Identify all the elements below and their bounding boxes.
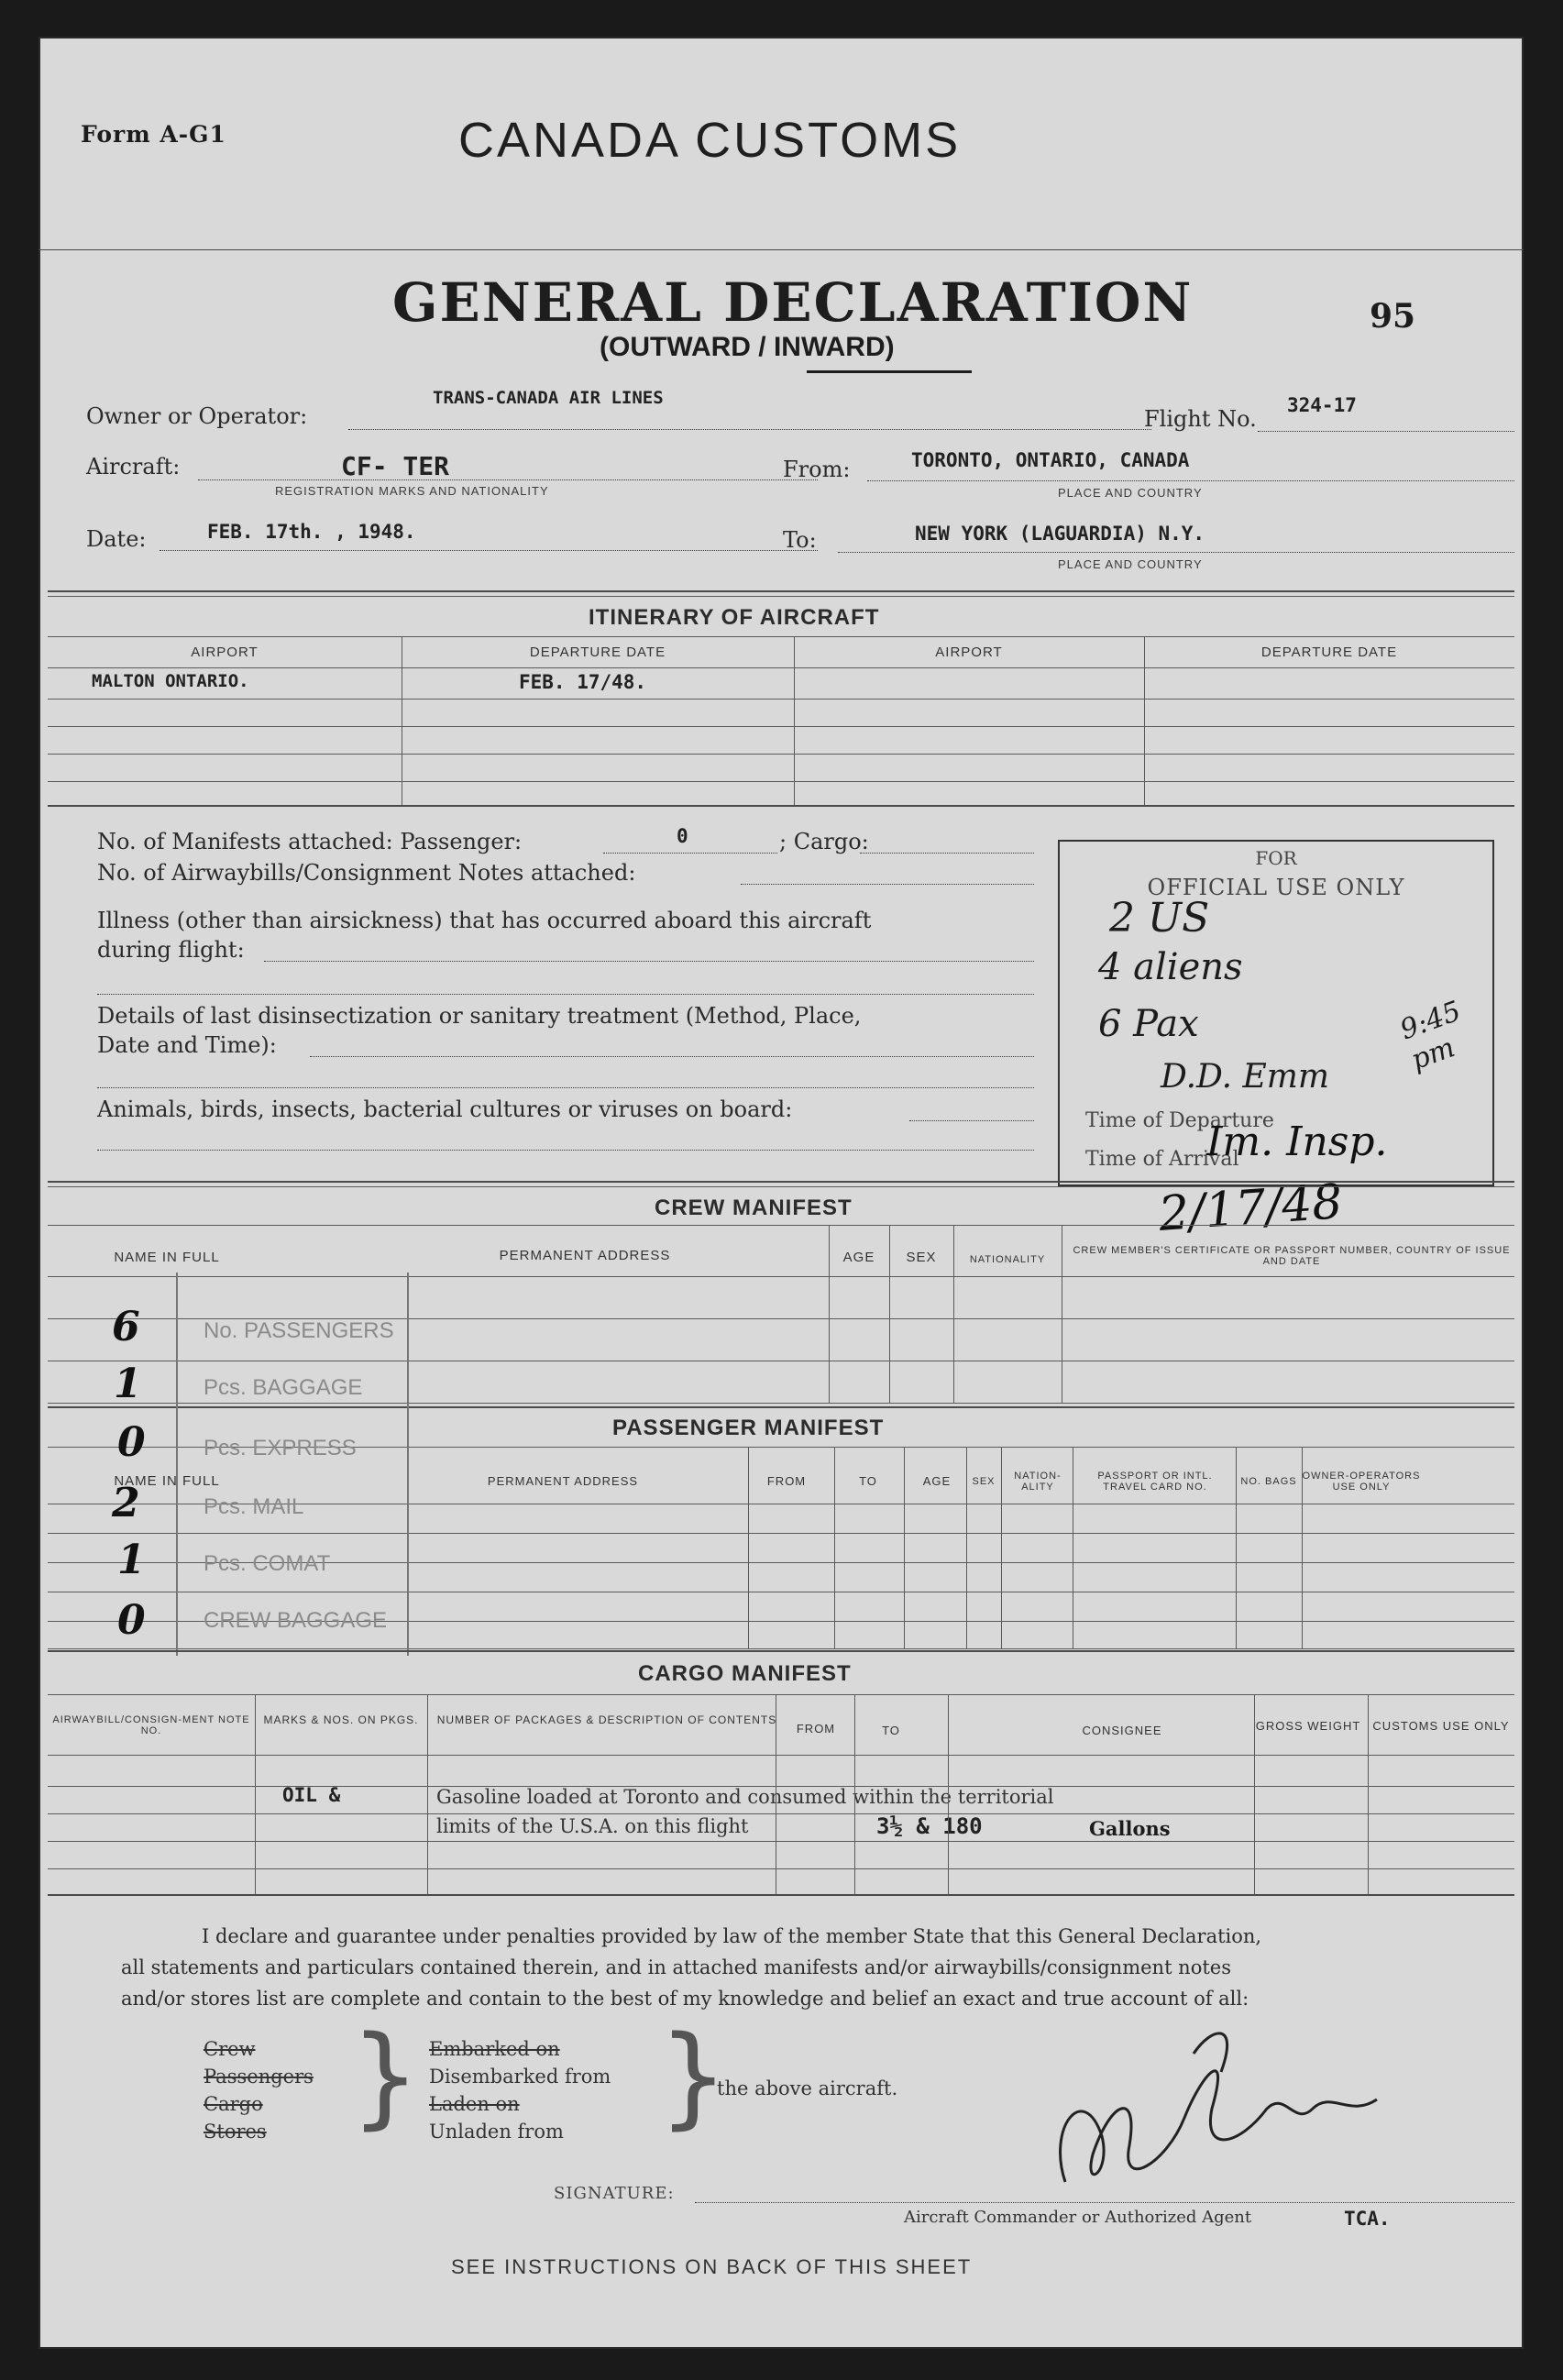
cargo-head-top-2 (48, 1694, 1514, 1695)
animals-rule (909, 1120, 1034, 1121)
pax-col-address: PERMANENT ADDRESS (487, 1474, 639, 1488)
itinerary-top-rule (48, 590, 1514, 592)
signature-label: SIGNATURE: (554, 2184, 675, 2203)
illness-rule (264, 961, 1034, 962)
pax-v5 (1001, 1447, 1002, 1648)
crew-v1 (829, 1225, 830, 1403)
flight-no-label: Flight No. (1144, 406, 1257, 432)
itin-row-rule-5 (48, 781, 1514, 782)
flight-no-rule (1258, 431, 1514, 432)
counts-stamp (176, 1273, 409, 1656)
direction-subtitle: (OUTWARD / INWARD) (600, 332, 895, 362)
aircraft-value: CF- TER (341, 451, 450, 481)
stamp-count-comat: 1 (117, 1537, 146, 1583)
to-label: To: (783, 527, 817, 553)
cargo-col-to: TO (882, 1724, 900, 1737)
official-use-box (1058, 840, 1494, 1186)
airwaybills-label: No. of Airwaybills/Consignment Notes attached: (97, 860, 636, 886)
agency-title: CANADA CUSTOMS (458, 113, 962, 168)
pax-col-passport: PASSPORT OR INTL. TRAVEL CARD NO. (1097, 1471, 1213, 1493)
option-disembarked: Disembarked from (429, 2066, 611, 2088)
crew-col-age: AGE (842, 1250, 875, 1265)
itinerary-head-rule (48, 636, 1514, 637)
pax-v8 (1302, 1447, 1303, 1648)
itin-vline-2 (794, 636, 795, 805)
itin-row-rule-3 (48, 726, 1514, 727)
official-note-pax: 6 Pax (1098, 1003, 1199, 1045)
cargo-col-airwaybill: AIRWAYBILL/CONSIGN-MENT NOTE NO. (52, 1714, 250, 1736)
itin-row-rule-4 (48, 754, 1514, 755)
option-unladen: Unladen from (429, 2121, 564, 2143)
animals-label: Animals, birds, insects, bacterial cultures or viruses on board: (97, 1096, 793, 1122)
option-stores: Stores (204, 2121, 267, 2143)
option-passengers: Passengers (204, 2066, 314, 2088)
stamp-count-mail: 2 (112, 1480, 140, 1526)
pax-col-owner: OWNER-OPERATORS USE ONLY (1302, 1471, 1421, 1493)
pax-col-age: AGE (922, 1474, 952, 1488)
left-options (204, 2035, 314, 2145)
pax-col-to: TO (859, 1474, 877, 1488)
crew-v3 (953, 1225, 954, 1403)
crew-col-certificate: CREW MEMBER'S CERTIFICATE OR PASSPORT NUMBER, COUNTRY OF ISSUE AND DATE (1073, 1245, 1511, 1267)
aircraft-rule (198, 479, 818, 480)
passenger-manifest-title: PASSENGER MANIFEST (612, 1416, 885, 1440)
cargo-v5 (948, 1694, 949, 1894)
itin-vline-3 (1144, 636, 1145, 805)
crew-top-rule (48, 1181, 1514, 1183)
itin-bottom-rule (48, 805, 1514, 807)
itin-col-date-1: DEPARTURE DATE (529, 645, 666, 660)
itinerary-top-rule-2 (48, 596, 1514, 597)
option-cargo: Cargo (204, 2093, 263, 2115)
crew-v2 (889, 1225, 890, 1403)
pax-col-sex: SEX (972, 1476, 996, 1487)
owner-value: TRANS-CANADA AIR LINES (433, 388, 664, 408)
cargo-col-marks: MARKS & NOS. ON PKGS. (263, 1713, 419, 1726)
disinsect-line-2: Date and Time): (97, 1032, 277, 1058)
crew-top-rule-2 (48, 1186, 1514, 1187)
pax-v4 (966, 1447, 967, 1648)
itin-col-airport-2: AIRPORT (935, 645, 1003, 660)
declaration-form (39, 37, 1524, 2349)
illness-rule-2 (97, 994, 1034, 995)
form-number: Form A-G1 (81, 121, 226, 148)
footer-instructions: SEE INSTRUCTIONS ON BACK OF THIS SHEET (451, 2255, 973, 2278)
illness-line-2: during flight: (97, 937, 245, 963)
stamp-label-comat: Pcs. COMAT (204, 1551, 331, 1576)
cargo-row-2 (48, 1813, 1514, 1814)
option-embarked: Embarked on (429, 2038, 560, 2060)
to-caption: PLACE AND COUNTRY (1058, 557, 1203, 571)
cargo-label: ; Cargo: (779, 829, 869, 854)
commander-signature (1029, 2017, 1414, 2219)
cargo-head-bottom (48, 1755, 1514, 1756)
cargo-v4 (854, 1694, 855, 1894)
passenger-manifests-value: 0 (677, 825, 688, 847)
middle-brace: } (658, 2013, 729, 2141)
cargo-col-consignee: CONSIGNEE (1082, 1724, 1162, 1737)
cargo-v7 (1368, 1694, 1369, 1894)
declaration-line-2: all statements and particulars contained therein, and in attached manifests and/or airwaybills/consignment notes (121, 1956, 1231, 1978)
crew-manifest-title: CREW MANIFEST (655, 1196, 853, 1220)
flight-no-value: 324-17 (1287, 394, 1357, 416)
crew-col-address: PERMANENT ADDRESS (499, 1248, 671, 1263)
manifests-label: No. of Manifests attached: Passenger: (97, 829, 523, 854)
date-label: Date: (86, 526, 147, 552)
owner-label: Owner or Operator: (86, 403, 308, 429)
middle-options (429, 2035, 611, 2145)
official-time-note: 9:45 pm (1395, 995, 1466, 1077)
date-rule (160, 550, 818, 551)
cargo-unit: Gallons (1089, 1817, 1171, 1840)
cargo-row-4 (48, 1868, 1514, 1869)
official-signature: D.D. Emm (1161, 1058, 1330, 1096)
official-note-us: 2 US (1109, 895, 1210, 942)
owner-rule (348, 429, 1151, 430)
cargo-bottom-rule (48, 1894, 1514, 1896)
airwaybills-rule (741, 884, 1034, 885)
itinerary-title: ITINERARY OF AIRCRAFT (589, 605, 880, 630)
airline-abbr: TCA. (1344, 2208, 1391, 2230)
pax-col-nationality: NATION-ALITY (1014, 1471, 1062, 1493)
header-rule (39, 249, 1524, 250)
stamp-label-express: Pcs. EXPRESS (204, 1436, 357, 1460)
cargo-v6 (1254, 1694, 1255, 1894)
aircraft-label: Aircraft: (86, 454, 181, 479)
stamp-label-passengers: No. PASSENGERS (204, 1318, 394, 1343)
cargo-col-description: NUMBER OF PACKAGES & DESCRIPTION OF CONTENTS (436, 1713, 777, 1726)
crew-col-nationality: NATIONALITY (969, 1254, 1046, 1265)
date-value: FEB. 17th. , 1948. (207, 521, 416, 543)
official-note-aliens: 4 aliens (1098, 946, 1243, 988)
declaration-line-3: and/or stores list are complete and contain to the best of my knowledge and belief an exact and true account of all: (121, 1988, 1249, 2010)
to-value: NEW YORK (LAGUARDIA) N.Y. (915, 523, 1205, 545)
page-number: 95 (1370, 297, 1416, 336)
cargo-quantity: 3½ & 180 (876, 1813, 983, 1839)
stamp-count-baggage: 1 (114, 1361, 142, 1407)
cargo-rule (860, 853, 1034, 854)
inward-underline (807, 370, 972, 373)
passenger-rule (603, 853, 777, 854)
itin-date-value: FEB. 17/48. (519, 671, 647, 693)
official-date-note: 2/17/48 (1157, 1174, 1345, 1242)
inspector-signature: Im. Insp. (1206, 1118, 1388, 1165)
crew-col-sex: SEX (906, 1250, 937, 1265)
itin-col-date-2: DEPARTURE DATE (1260, 645, 1398, 660)
disinsect-line-1: Details of last disinsectization or sanitary treatment (Method, Place, (97, 1003, 862, 1029)
signer-caption: Aircraft Commander or Authorized Agent (904, 2208, 1252, 2227)
animals-rule-2 (97, 1150, 1034, 1151)
pax-col-name: NAME IN FULL (114, 1473, 220, 1489)
stamp-count-crew-baggage: 0 (117, 1597, 146, 1644)
official-box-title-2: OFFICIAL USE ONLY (1147, 875, 1405, 900)
official-box-title-1: FOR (1255, 847, 1297, 869)
option-crew: Crew (204, 2038, 256, 2060)
stamp-label-baggage: Pcs. BAGGAGE (204, 1375, 363, 1400)
cargo-v2 (427, 1694, 428, 1894)
cargo-row-3 (48, 1841, 1514, 1842)
pax-v3 (904, 1447, 905, 1648)
pax-col-from: FROM (766, 1474, 807, 1488)
disinsect-rule (310, 1056, 1034, 1057)
time-arrival-label: Time of Arrival (1085, 1148, 1239, 1171)
stamp-label-mail: Pcs. MAIL (204, 1494, 304, 1519)
cargo-row-1 (48, 1786, 1514, 1787)
page-title: GENERAL DECLARATION (392, 271, 1194, 334)
itin-row-rule-2 (48, 699, 1514, 700)
pax-v7 (1236, 1447, 1237, 1648)
declaration-suffix: the above aircraft. (717, 2077, 898, 2099)
itin-col-airport-1: AIRPORT (191, 645, 259, 660)
crew-head-top (48, 1225, 1514, 1226)
stamp-label-crew-baggage: CREW BAGGAGE (204, 1608, 388, 1633)
cargo-desc-line-1: Gasoline loaded at Toronto and consumed within the territorial (436, 1786, 1054, 1808)
cargo-col-from: FROM (796, 1722, 836, 1735)
cargo-col-customs: CUSTOMS USE ONLY (1372, 1719, 1510, 1733)
stamp-count-passengers: 6 (112, 1304, 140, 1350)
pax-v1 (748, 1447, 749, 1648)
cargo-top-rule (48, 1650, 1514, 1652)
time-departure-label: Time of Departure (1085, 1109, 1274, 1132)
pax-col-bags: NO. BAGS (1240, 1476, 1297, 1487)
from-value: TORONTO, ONTARIO, CANADA (911, 449, 1190, 471)
declaration-line-1: I declare and guarantee under penalties provided by law of the member State that this General Declaration, (202, 1925, 1262, 1947)
disinsect-rule-2 (97, 1087, 1034, 1088)
from-rule (867, 480, 1514, 481)
cargo-desc-line-2: limits of the U.S.A. on this flight (436, 1815, 749, 1837)
itin-airport-value: MALTON ONTARIO. (92, 671, 249, 691)
option-laden: Laden on (429, 2093, 520, 2115)
cargo-manifest-title: CARGO MANIFEST (638, 1661, 852, 1686)
stamp-count-express: 0 (117, 1419, 146, 1466)
cargo-col-gross-weight: GROSS WEIGHT (1255, 1719, 1361, 1733)
illness-line-1: Illness (other than airsickness) that has occurred aboard this aircraft (97, 908, 872, 933)
from-caption: PLACE AND COUNTRY (1058, 486, 1203, 500)
left-brace: } (350, 2013, 421, 2141)
pax-v2 (834, 1447, 835, 1648)
to-rule (838, 552, 1514, 553)
cargo-marks-value: OIL & (282, 1784, 341, 1806)
aircraft-caption: REGISTRATION MARKS AND NATIONALITY (275, 484, 549, 498)
cargo-v1 (255, 1694, 256, 1894)
from-label: From: (783, 457, 851, 482)
crew-col-name: NAME IN FULL (114, 1250, 220, 1265)
itin-row-rule-1 (48, 667, 1514, 668)
